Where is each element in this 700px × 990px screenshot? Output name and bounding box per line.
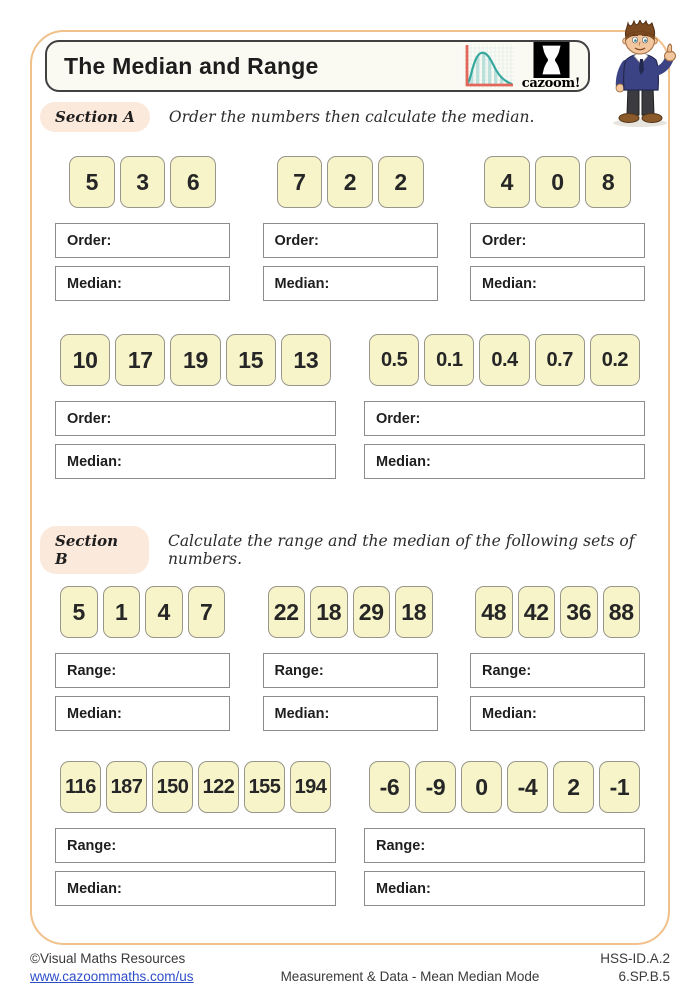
number-card: 4 bbox=[145, 586, 183, 638]
question-group bbox=[364, 761, 645, 906]
standard-code: HSS-ID.A.2 bbox=[600, 951, 670, 966]
number-card: -9 bbox=[415, 761, 456, 813]
number-card: 88 bbox=[603, 586, 641, 638]
answer-label: Median: bbox=[482, 275, 537, 292]
answer-label: Median: bbox=[67, 275, 122, 292]
number-card: 2 bbox=[327, 156, 373, 208]
number-card: 22 bbox=[268, 586, 306, 638]
section-b-header bbox=[40, 526, 700, 574]
answer-label: Order: bbox=[376, 410, 421, 427]
cazoom-drum-icon bbox=[533, 42, 570, 78]
order-answer-box[interactable] bbox=[364, 401, 645, 436]
median-answer-box[interactable] bbox=[364, 871, 645, 906]
number-card: 155 bbox=[244, 761, 285, 813]
answer-label: Median: bbox=[274, 275, 330, 292]
number-cards bbox=[55, 761, 336, 813]
number-card: 7 bbox=[277, 156, 323, 208]
card-group-row bbox=[55, 761, 645, 906]
answer-label: Order: bbox=[67, 232, 112, 249]
number-card: 187 bbox=[106, 761, 147, 813]
answer-label: Order: bbox=[67, 410, 112, 427]
answer-label: Range: bbox=[67, 662, 117, 679]
question-group bbox=[263, 586, 438, 731]
median-answer-box[interactable] bbox=[263, 266, 438, 301]
number-card: 15 bbox=[226, 334, 276, 386]
number-cards bbox=[263, 586, 438, 638]
card-group-row bbox=[55, 334, 645, 479]
answer-label: Median: bbox=[67, 453, 122, 470]
number-card: 18 bbox=[310, 586, 348, 638]
section-a-header bbox=[40, 102, 534, 132]
number-card: 13 bbox=[281, 334, 331, 386]
number-card: 0 bbox=[535, 156, 581, 208]
order-answer-box[interactable] bbox=[55, 223, 230, 258]
median-answer-box[interactable] bbox=[364, 444, 645, 479]
website-link[interactable]: www.cazoommaths.com/us bbox=[30, 968, 194, 984]
number-cards bbox=[470, 156, 645, 208]
number-card: 42 bbox=[518, 586, 556, 638]
answer-label: Median: bbox=[482, 705, 537, 722]
section-a-instruction: Order the numbers then calculate the median. bbox=[168, 108, 535, 126]
question-group bbox=[364, 334, 645, 479]
number-card: 194 bbox=[290, 761, 331, 813]
number-card: 0.5 bbox=[369, 334, 419, 386]
footer-topic-text: Measurement & Data - Mean Median Mode bbox=[280, 968, 540, 984]
median-answer-box[interactable] bbox=[55, 266, 230, 301]
order-answer-box[interactable] bbox=[55, 401, 336, 436]
number-card: 0 bbox=[461, 761, 502, 813]
number-card: 0.2 bbox=[590, 334, 640, 386]
order-answer-box[interactable] bbox=[470, 223, 645, 258]
number-card: 122 bbox=[198, 761, 239, 813]
answer-label: Median: bbox=[67, 880, 122, 897]
answer-label: Median: bbox=[67, 705, 122, 722]
card-group-row bbox=[55, 156, 645, 301]
number-card: 4 bbox=[484, 156, 530, 208]
section-b-instruction: Calculate the range and the median of the following sets of numbers. bbox=[167, 532, 635, 568]
median-answer-box[interactable] bbox=[470, 696, 645, 731]
number-card: 116 bbox=[60, 761, 101, 813]
median-answer-box[interactable] bbox=[55, 871, 336, 906]
median-answer-box[interactable] bbox=[263, 696, 438, 731]
number-card: 150 bbox=[152, 761, 193, 813]
bell-curve-chart-icon bbox=[463, 44, 515, 88]
number-cards bbox=[470, 586, 645, 638]
answer-label: Range: bbox=[67, 837, 117, 854]
number-card: 17 bbox=[115, 334, 165, 386]
number-cards bbox=[55, 586, 230, 638]
range-answer-box[interactable] bbox=[55, 653, 230, 688]
number-card: 8 bbox=[585, 156, 631, 208]
answer-label: Median: bbox=[274, 705, 330, 722]
number-card: 7 bbox=[188, 586, 226, 638]
number-cards bbox=[263, 156, 438, 208]
number-cards bbox=[364, 334, 645, 386]
number-card: 36 bbox=[560, 586, 598, 638]
number-card: 29 bbox=[353, 586, 391, 638]
answer-label: Order: bbox=[482, 232, 527, 249]
section-a-label: Section A bbox=[40, 102, 150, 132]
number-card: 0.1 bbox=[424, 334, 474, 386]
number-card: 1 bbox=[103, 586, 141, 638]
range-answer-box[interactable] bbox=[263, 653, 438, 688]
range-answer-box[interactable] bbox=[364, 828, 645, 863]
answer-label: Range: bbox=[482, 662, 532, 679]
number-cards bbox=[364, 761, 645, 813]
answer-label: Order: bbox=[274, 232, 319, 249]
number-card: 18 bbox=[395, 586, 433, 638]
number-card: 2 bbox=[378, 156, 424, 208]
number-card: 10 bbox=[60, 334, 110, 386]
number-card: -4 bbox=[507, 761, 548, 813]
question-group bbox=[55, 586, 230, 731]
question-group bbox=[55, 156, 230, 301]
number-card: 6 bbox=[170, 156, 216, 208]
number-card: -6 bbox=[369, 761, 410, 813]
question-group bbox=[55, 334, 336, 479]
number-card: 19 bbox=[170, 334, 220, 386]
number-card: 0.4 bbox=[479, 334, 529, 386]
section-b-label: Section B bbox=[40, 526, 149, 574]
number-cards bbox=[55, 334, 336, 386]
answer-label: Median: bbox=[376, 880, 431, 897]
page-title: The Median and Range bbox=[64, 52, 319, 79]
cazoom-logo-text: cazoom! bbox=[521, 75, 581, 91]
median-answer-box[interactable] bbox=[470, 266, 645, 301]
number-card: 3 bbox=[120, 156, 166, 208]
median-answer-box[interactable] bbox=[55, 444, 336, 479]
number-card: 2 bbox=[553, 761, 594, 813]
question-group bbox=[55, 761, 336, 906]
answer-label: Range: bbox=[376, 837, 426, 854]
standard-code: 6.SP.B.5 bbox=[618, 968, 670, 984]
cazoom-logo bbox=[522, 42, 580, 91]
number-card: 0.7 bbox=[535, 334, 585, 386]
page-footer bbox=[30, 950, 670, 986]
median-answer-box[interactable] bbox=[55, 696, 230, 731]
answer-label: Median: bbox=[376, 453, 431, 470]
card-group-row bbox=[55, 586, 645, 731]
footer-left bbox=[30, 950, 260, 986]
copyright-text: ©Visual Maths Resources bbox=[30, 951, 186, 966]
number-card: 5 bbox=[60, 586, 98, 638]
question-group bbox=[263, 156, 438, 301]
question-group bbox=[470, 156, 645, 301]
student-mascot-illustration bbox=[594, 20, 694, 130]
number-card: 48 bbox=[475, 586, 513, 638]
worksheet-title-box bbox=[45, 40, 590, 92]
range-answer-box[interactable] bbox=[470, 653, 645, 688]
order-answer-box[interactable] bbox=[263, 223, 438, 258]
question-group bbox=[470, 586, 645, 731]
answer-label: Range: bbox=[274, 662, 324, 679]
number-card: -1 bbox=[599, 761, 640, 813]
number-card: 5 bbox=[69, 156, 115, 208]
number-cards bbox=[55, 156, 230, 208]
footer-standards bbox=[560, 950, 670, 986]
range-answer-box[interactable] bbox=[55, 828, 336, 863]
